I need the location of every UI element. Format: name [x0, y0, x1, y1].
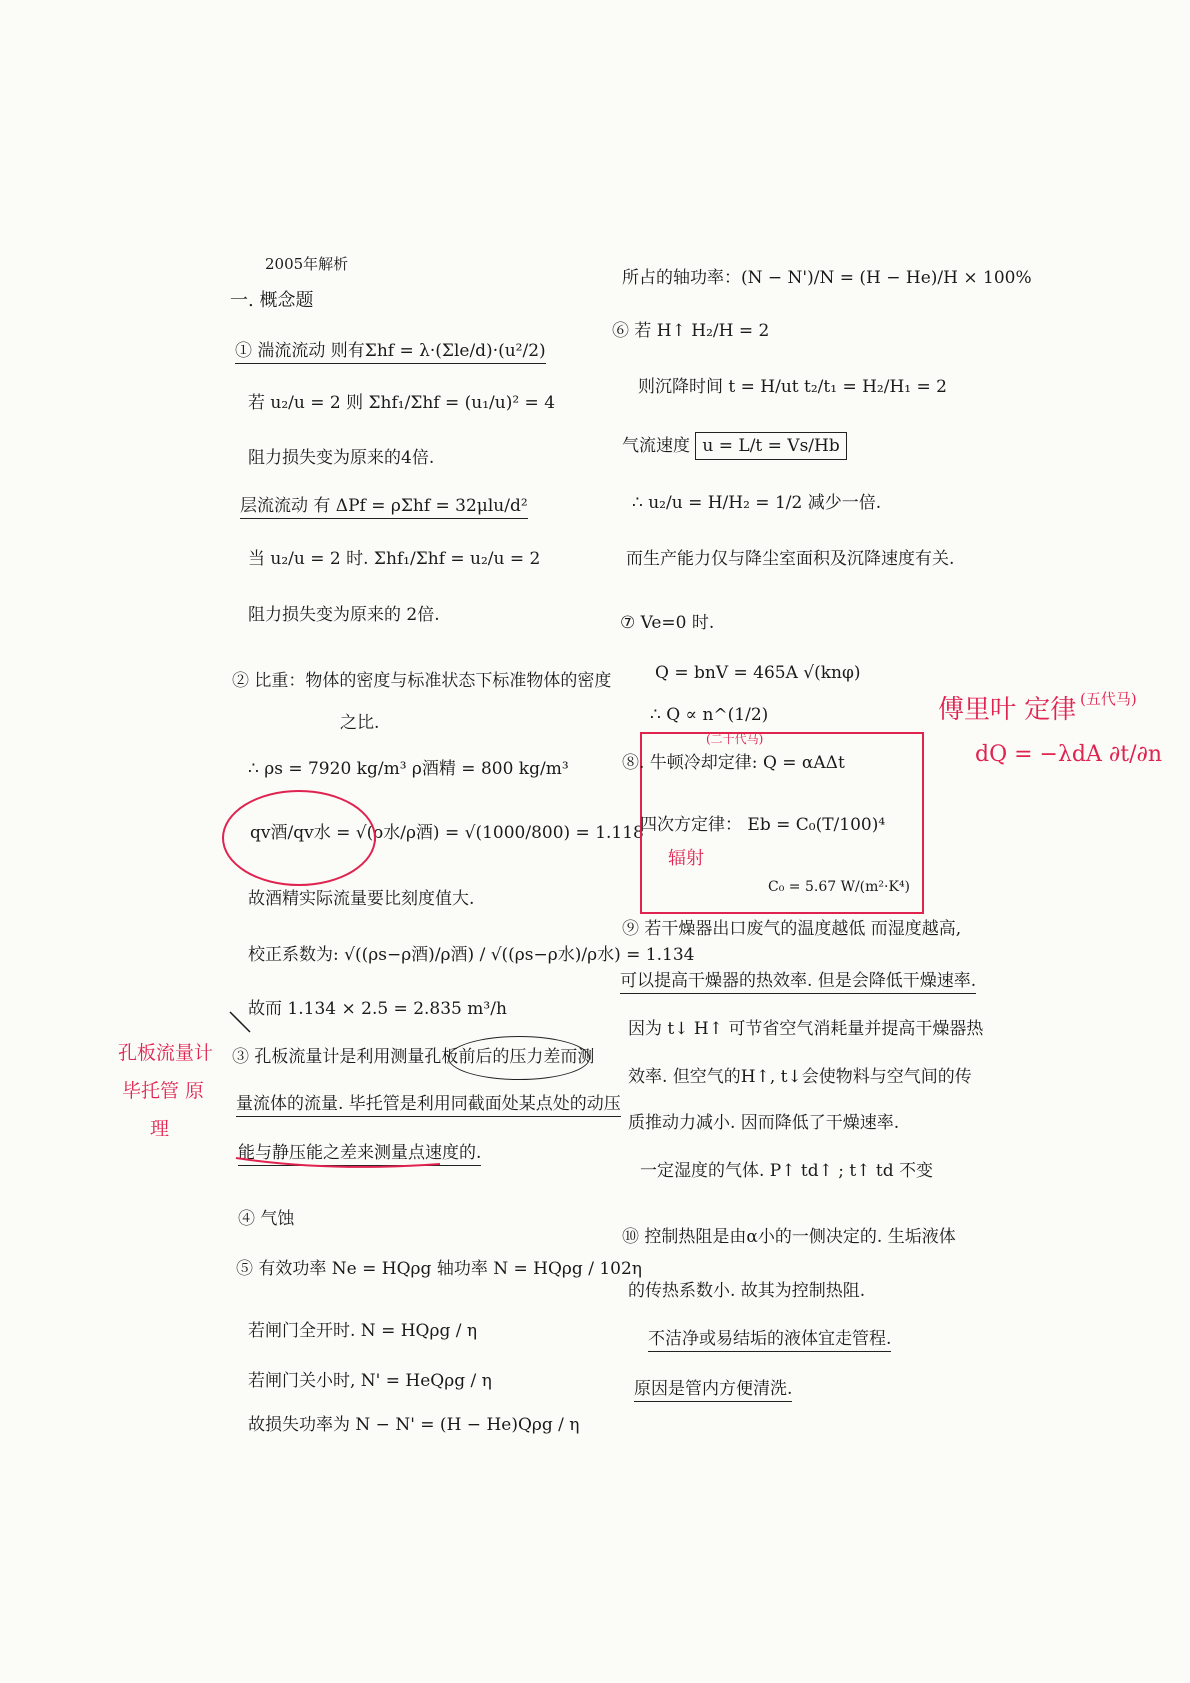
q7-line-1: ⑦ Ve=0 时.: [620, 613, 715, 633]
section-heading: 一. 概念题: [230, 290, 314, 311]
q8-note: (二十代马): [706, 732, 764, 746]
q6-boxed-formula: u = L/t = Vs/Hb: [695, 432, 846, 460]
q8-line-1: ⑧. 牛顿冷却定律: Q = αAΔt: [622, 753, 845, 773]
margin-note-line-3: 理: [150, 1118, 170, 1140]
q5-line-4: 故损失功率为 N − N' = (H − He)Qρg / η: [248, 1415, 580, 1435]
q9-line-3: 因为 t↓ H↑ 可节省空气消耗量并提高干燥器热: [628, 1019, 984, 1039]
margin-note-line-1: 孔板流量计: [118, 1042, 214, 1064]
q4-line-1: ④ 气蚀: [238, 1209, 295, 1229]
q1-line-1: ① 湍流流动 则有Σhf = λ·(Σle/d)·(u²/2): [235, 340, 546, 364]
q5-line-2: 若闸门全开时. N = HQρg / η: [248, 1321, 478, 1341]
q10-line-3: 不洁净或易结垢的液体宜走管程.: [648, 1328, 891, 1352]
q6-airflow-label: 气流速度: [622, 436, 690, 456]
q3-line-1: ③ 孔板流量计是利用测量孔板前后的压力差而测: [232, 1047, 595, 1067]
q2-line-7: 故而 1.134 × 2.5 = 2.835 m³/h: [248, 999, 507, 1019]
q9-line-5: 质推动力减小. 因而降低了干燥速率.: [628, 1113, 900, 1133]
q9-line-4: 效率. 但空气的H↑, t↓会使物料与空气间的传: [628, 1067, 972, 1087]
q7-line-2: Q = bnV = 465A √(knφ): [655, 663, 861, 683]
q1-line-3: 阻力损失变为原来的4倍.: [248, 448, 435, 468]
fourier-law-note: (五代马): [1080, 690, 1137, 708]
page-title: 2005年解析: [265, 255, 349, 273]
q1-line-4: 层流流动 有 ΔPf = ρΣhf = 32μlu/d²: [240, 495, 528, 519]
q8-radiation: 辐射: [668, 848, 704, 869]
q7-line-3: ∴ Q ∝ n^(1/2): [650, 705, 769, 725]
q3-line-3: 能与静压能之差来测量点速度的.: [238, 1142, 481, 1166]
q3-line-2: 量流体的流量. 毕托管是利用同截面处某点处的动压: [236, 1093, 621, 1117]
q1-line-2: 若 u₂/u = 2 则 Σhf₁/Σhf = (u₁/u)² = 4: [248, 393, 556, 413]
q1-line-6: 阻力损失变为原来的 2倍.: [248, 605, 440, 625]
pen-mark: [230, 1012, 250, 1032]
q6-line-2: 则沉降时间 t = H/ut t₂/t₁ = H₂/H₁ = 2: [638, 377, 947, 397]
q10-line-1: ⑩ 控制热阻是由α小的一侧决定的. 生垢液体: [622, 1227, 956, 1247]
q10-line-4: 原因是管内方便清洗.: [634, 1378, 792, 1402]
q5-line-1: ⑤ 有效功率 Ne = HQρg 轴功率 N = HQρg / 102η: [236, 1259, 642, 1279]
q9-line-1: ⑨ 若干燥器出口废气的温度越低 而湿度越高,: [622, 919, 962, 939]
q10-line-2: 的传热系数小. 故其为控制热阻.: [628, 1281, 866, 1301]
q8-line-3: C₀ = 5.67 W/(m²·K⁴): [768, 879, 911, 895]
q8-line-2: 四次方定律： Eb = C₀(T/100)⁴: [640, 815, 886, 835]
red-underline-q3: [236, 1158, 440, 1167]
margin-note-line-2: 毕托管 原: [122, 1080, 205, 1102]
q2-line-6: 校正系数为: √((ρs−ρ酒)/ρ酒) / √((ρs−ρ水)/ρ水) = 1.134: [248, 945, 695, 965]
q5-line-3: 若闸门关小时, N' = HeQρg / η: [248, 1371, 492, 1391]
q6-line-4: ∴ u₂/u = H/H₂ = 1/2 减少一倍.: [632, 493, 882, 513]
q2-line-4: qv酒/qv水 = √(ρ水/ρ酒) = √(1000/800) = 1.118: [250, 823, 644, 843]
fourier-law-title: 傅里叶 定律: [938, 695, 1077, 725]
q1-line-5: 当 u₂/u = 2 时. Σhf₁/Σhf = u₂/u = 2: [248, 549, 541, 569]
q9-line-6: 一定湿度的气体. P↑ td↑ ; t↑ td 不变: [640, 1161, 933, 1181]
q5-continued: 所占的轴功率：(N − N')/N = (H − He)/H × 100%: [622, 268, 1032, 288]
q6-line-5: 而生产能力仅与降尘室面积及沉降速度有关.: [626, 549, 955, 569]
q9-line-2: 可以提高干燥器的热效率. 但是会降低干燥速率.: [620, 970, 976, 994]
q2-line-3: ∴ ρs = 7920 kg/m³ ρ酒精 = 800 kg/m³: [248, 759, 569, 779]
q6-line-1: ⑥ 若 H↑ H₂/H = 2: [612, 321, 770, 341]
q2-line-2: 之比.: [340, 713, 380, 733]
fourier-law-equation: dQ = −λdA ∂t/∂n: [975, 742, 1163, 767]
q2-line-5: 故酒精实际流量要比刻度值大.: [248, 889, 475, 909]
q2-line-1: ② 比重：物体的密度与标准状态下标准物体的密度: [232, 671, 612, 691]
